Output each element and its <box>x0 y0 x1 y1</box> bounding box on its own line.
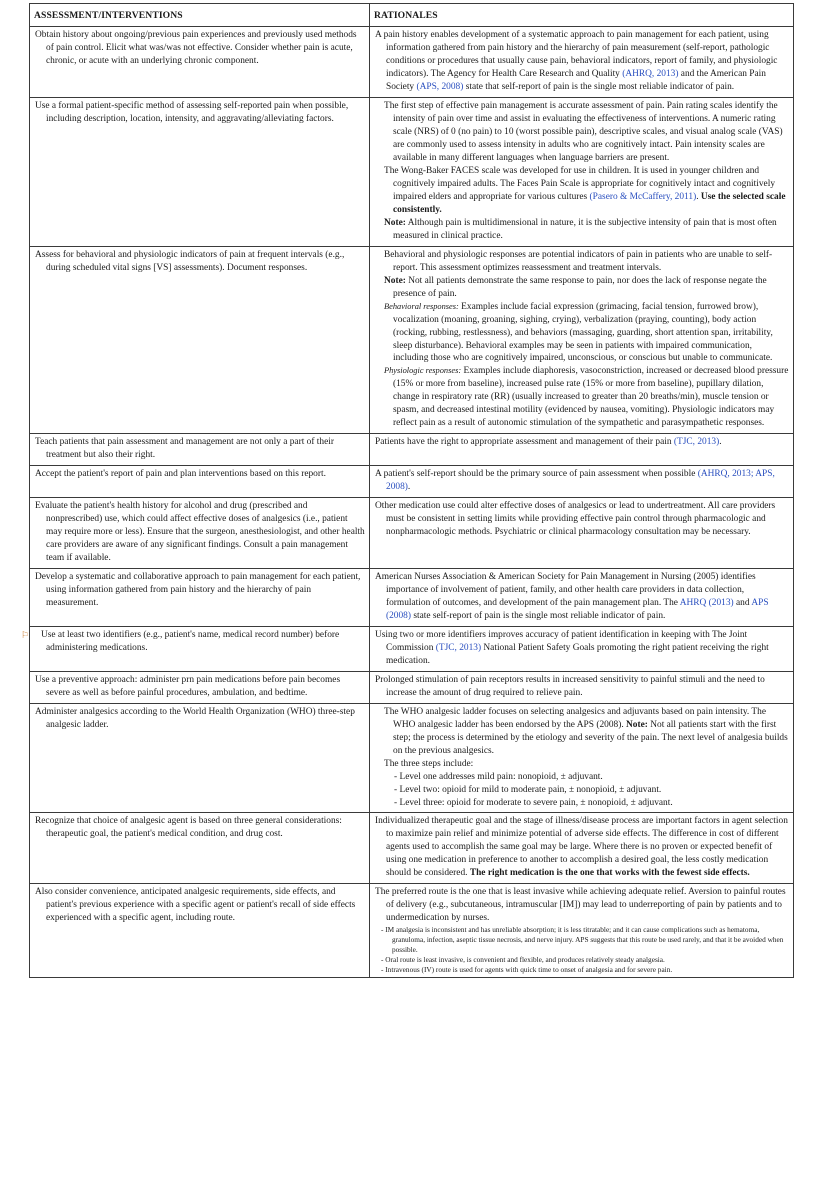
header-rationales: RATIONALES <box>370 4 794 27</box>
note-label: Note: <box>626 719 648 730</box>
intervention-cell: ⚐ Use at least two identifiers (e.g., patient's name, medical record number) before administering medications. <box>30 626 370 671</box>
table-row <box>30 466 794 498</box>
rationale-cell: Using two or more identifiers improves accuracy of patient identification in keeping with The Joint Commission (TJC, 2013) National Patient Safety Goals promoting the right patient receiving the right medication. <box>370 626 794 671</box>
citation-link[interactable]: (APS, 2008) <box>416 82 464 93</box>
note-label: Note: <box>384 217 406 228</box>
citation-link[interactable]: APS (2008) <box>386 597 769 621</box>
rationale-cell: Patients have the right to appropriate assessment and management of their pain (TJC, 2013). <box>370 434 794 466</box>
citation-link[interactable]: (AHRQ, 2013) <box>622 69 679 80</box>
list-item: - Level three: opioid for moderate to severe pain, ± nonopioid, ± adjuvant. <box>394 797 673 808</box>
citation-link[interactable]: (TJC, 2013) <box>673 437 720 448</box>
table-row <box>30 626 794 671</box>
table-row <box>30 569 794 627</box>
behavioral-label: Behavioral responses: <box>384 301 459 311</box>
table-row <box>30 703 794 813</box>
header-row <box>30 4 794 27</box>
intervention-cell: Teach patients that pain assessment and management are not only a part of their treatment but also their right. <box>30 434 370 466</box>
table-row <box>30 246 794 434</box>
rationale-cell: The WHO analgesic ladder focuses on selecting analgesics and adjuvants based on pain intensity. The WHO analgesic ladder has been endorsed by the APS (2008). Note: Not all patients start with the first step; the process is determined by the etiology and severity of the pain. The next level of analgesia builds on the previous analgesics. The three steps include: - Level one addresses mild pain: nonopioid, ± adjuvant. - Level two: opioid for mild to moderate pain, ± nonopioid, ± adjuvant. - Level three: opioid for moderate to severe pain, ± nonopioid, ± adjuvant. <box>370 703 794 813</box>
intervention-cell: Recognize that choice of analgesic agent is based on three general considerations: therapeutic goal, the patient's medical condition, and drug cost. <box>30 813 370 884</box>
intervention-cell: Develop a systematic and collaborative approach to pain management for each patient, using information gathered from pain history and the hierarchy of pain measurement. <box>30 569 370 627</box>
rationale-cell: Individualized therapeutic goal and the stage of illness/disease process are important factors in agent selection to maximize pain relief and minimize potential of adverse side effects. The difference in cost of different agents used to accomplish the same goal may be large. Where there is no proven or expected benefit of using one medication in preference to another to accomplish a desired goal, the less costly medication should be considered. The right medication is the one that works with the fewest side effects. <box>370 813 794 884</box>
table-row <box>30 813 794 884</box>
rationale-cell: American Nurses Association & American Society for Pain Management in Nursing (2005) identifies importance of involvement of patient, family, and other health care providers in data collection, formulation of outcomes, and development of the pain management plan. The AHRQ (2013) and APS (2008) state self-report of pain is the single most reliable indicator of pain. <box>370 569 794 627</box>
list-item: - IM analgesia is inconsistent and has unreliable absorption; it is less titratable; and it can cause complications such as hematoma, granuloma, infection, aseptic tissue necrosis, and nerve injury. APS suggests that this route be used rarely, and that it be avoided when possible. <box>381 925 784 954</box>
rationale-cell: A pain history enables development of a systematic approach to pain management for each patient, using information gathered from pain history and the hierarchy of pain measurement (self-report, pathologic conditions or procedures that usually cause pain, behavioral indicators, report of family, and physiologic indicators). The Agency for Health Care Research and Quality (AHRQ, 2013) and the American Pain Society (APS, 2008) state that self-report of pain is the single most reliable indicator of pain. <box>370 27 794 98</box>
header-assessment: ASSESSMENT/INTERVENTIONS <box>30 4 370 27</box>
table-row <box>30 498 794 569</box>
rationale-cell: Other medication use could alter effective doses of analgesics or lead to undertreatment. All care providers must be consistent in setting limits while providing effective pain control through pharmacologic and nonpharmacologic methods. Psychiatric or clinical pharmacology consultation may be necessary. <box>370 498 794 569</box>
rationale-cell: Prolonged stimulation of pain receptors results in increased sensitivity to painful stimuli and the need to increase the amount of drug required to relieve pain. <box>370 671 794 703</box>
table-row <box>30 884 794 978</box>
citation-link[interactable]: (TJC, 2013) <box>435 642 482 653</box>
intervention-cell: Also consider convenience, anticipated analgesic requirements, side effects, and patient's previous experience with a specific agent or patient's recall of side effects experienced with a specific agent, including route. <box>30 884 370 978</box>
intervention-cell: Accept the patient's report of pain and plan interventions based on this report. <box>30 466 370 498</box>
intervention-cell: Evaluate the patient's health history for alcohol and drug (prescribed and nonprescribed) use, which could affect effective doses of analgesics (i.e., patient may require more or less). Ensure that the surgeon, anesthesiologist, and other health care providers are aware of any significant findings. Consult a pain management team if available. <box>30 498 370 569</box>
intervention-cell: Administer analgesics according to the World Health Organization (WHO) three-step analgesic ladder. <box>30 703 370 813</box>
intervention-cell: Assess for behavioral and physiologic indicators of pain at frequent intervals (e.g., during scheduled vital signs [VS] assessments). Document responses. <box>30 246 370 434</box>
table-row <box>30 27 794 98</box>
rationale-cell: The preferred route is the one that is least invasive while achieving adequate relief. Aversion to painful routes of delivery (e.g., subcutaneous, intramuscular [IM]) may lead to underreporting of pain by patients and to undermedication by nurses. - IM analgesia is inconsistent and has unreliable absorption; it is less titratable; and it can cause complications such as hematoma, granuloma, infection, aseptic tissue necrosis, and nerve injury. APS suggests that this route be used rarely, and that it be avoided when possible. - Oral route is least invasive, is convenient and flexible, and produces relatively steady analgesia. - Intravenous (IV) route is used for agents with quick time to onset of analgesia and for severe pain. <box>370 884 794 978</box>
rationale-cell: The first step of effective pain management is accurate assessment of pain. Pain rating scales identify the intensity of pain over time and assist in evaluating the effectiveness of interventions. A numeric rating scale (NRS) of 0 (no pain) to 10 (worst possible pain), descriptive scales, and visual analog scale (VAS) are commonly used to assess intensity in adults who are cognitively intact. Pain intensity scales are available in many different languages when language barriers are present. The Wong-Baker FACES scale was developed for use in children. It is used in younger children and cognitively impaired adults. The Faces Pain Scale is appropriate for cognitively intact and cognitively impaired elders and appropriate for various cultures (Pasero & McCaffery, 2011). Use the selected scale consistently. Note: Although pain is multidimensional in nature, it is the subjective intensity of pain that is most often measured in clinical practice. <box>370 98 794 247</box>
physiologic-label: Physiologic responses: <box>384 366 462 376</box>
citation-link[interactable]: (Pasero & McCaffery, 2011) <box>589 191 697 202</box>
list-item: - Oral route is least invasive, is convenient and flexible, and produces relatively steady analgesia. <box>381 954 665 964</box>
table-row <box>30 98 794 247</box>
rationale-cell: Behavioral and physiologic responses are potential indicators of pain in patients who are unable to self-report. This assessment optimizes reassessment and treatment intervals. Note: Not all patients demonstrate the same response to pain, nor does the lack of response negate the presence of pain. Behavioral responses: Examples include facial expression (grimacing, facial tension, furrowed brow), vocalization (moaning, groaning, sighing, crying), verbalization (praying, counting), body action (rocking, rubbing, restlessness), and behaviors (massaging, guarding, short attention span, irritability, sleep disturbance). Behavioral examples may be seen in patients with impaired communication, including those who are cognitively impaired, unconscious, or conscious but unable to communicate. Physiologic responses: Examples include diaphoresis, vasoconstriction, increased or decreased blood pressure (15% or more from baseline), increased pulse rate (15% or more from baseline), pupillary dilation, change in respiratory rate (RR) (usually increased to greater than 20 breaths/min), muscle tension or spasm, and decreased intestinal motility (evidenced by nausea, vomiting). Physiologic indicators may reflect pain as a result of autonomic stimulation of the sympathetic and parasympathetic responses. <box>370 246 794 434</box>
table-row <box>30 434 794 466</box>
citation-link[interactable]: AHRQ (2013) <box>679 597 734 608</box>
intervention-cell: Use a preventive approach: administer prn pain medications before pain becomes severe as well as before painful procedures, ambulation, and bedtime. <box>30 671 370 703</box>
intervention-cell: Obtain history about ongoing/previous pain experiences and previously used methods of pain control. Elicit what was/was not effective. Consider whether pain is acute, chronic, or acute with an underlying chronic component. <box>30 27 370 98</box>
safety-alert-icon: ⚐ <box>21 629 30 640</box>
list-item: - Level two: opioid for mild to moderate pain, ± nonopioid, ± adjuvant. <box>394 784 662 795</box>
list-item: - Intravenous (IV) route is used for agents with quick time to onset of analgesia and for severe pain. <box>381 964 673 974</box>
intervention-cell: Use a formal patient-specific method of assessing self-reported pain when possible, including description, location, intensity, and aggravating/alleviating factors. <box>30 98 370 247</box>
rationale-cell: A patient's self-report should be the primary source of pain assessment when possible (AHRQ, 2013; APS, 2008). <box>370 466 794 498</box>
ladder-steps <box>384 771 789 810</box>
note-label: Note: <box>384 275 406 286</box>
care-plan-table <box>21 3 794 978</box>
table-row <box>30 671 794 703</box>
citation-link[interactable]: (AHRQ, 2013; APS, 2008) <box>386 469 775 493</box>
list-item: - Level one addresses mild pain: nonopioid, ± adjuvant. <box>394 771 603 782</box>
